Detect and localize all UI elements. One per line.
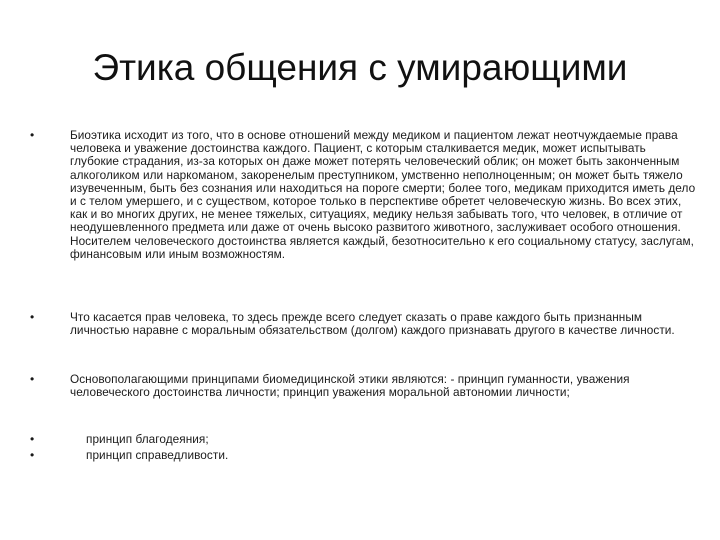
bullet-text: принцип справедливости. <box>86 448 229 462</box>
bullet-text: Биоэтика исходит из того, что в основе отношений между медиком и пациентом лежат неотчуждаемые права человека и уважение достоинства каждого. Пациент, с которым сталкивается медик, может испытывать глубокие страдания, из-за которых он даже может потерять человеческий облик; он может быть законченным алкоголиком или наркоманом, закоренелым преступником, умственно неполноценным; он может быть тяжело изувеченным, быть без сознания или находиться на пороге смерти; более того, медикам приходится иметь дело и с телом умершего, и с существом, которое только в перспективе обретет человеческую жизнь. Во всех этих, как и во многих других, не менее тяжелых, ситуациях, медику нельзя забывать того, что человек, в отличие от неодушевленного предмета или даже от очень высоко развитого животного, заслуживает особого отношения. Носителем человеческого достоинства является каждый, безотносительно к его социальному статусу, заслугам, финансовым или иным возможностям. <box>70 128 696 261</box>
bullet-marker: • <box>30 372 35 386</box>
bullet-text: Основополагающими принципами биомедицинской этики являются: - принцип гуманности, уважения человеческого достоинства личности; принцип уважения моральной автономии личности; <box>70 372 630 400</box>
bullet-marker: • <box>30 310 35 324</box>
bullet-marker: • <box>30 448 35 462</box>
bullet-text: Что касается прав человека, то здесь прежде всего следует сказать о праве каждого быть признанным личностью наравне с моральным обязательством (долгом) каждого признавать другого в качестве личности. <box>70 310 675 338</box>
bullet-marker: • <box>30 128 35 142</box>
bullet-text: принцип благодеяния; <box>86 432 209 446</box>
slide-title: Этика общения с умирающими <box>92 47 628 88</box>
bullet-marker: • <box>30 432 35 446</box>
